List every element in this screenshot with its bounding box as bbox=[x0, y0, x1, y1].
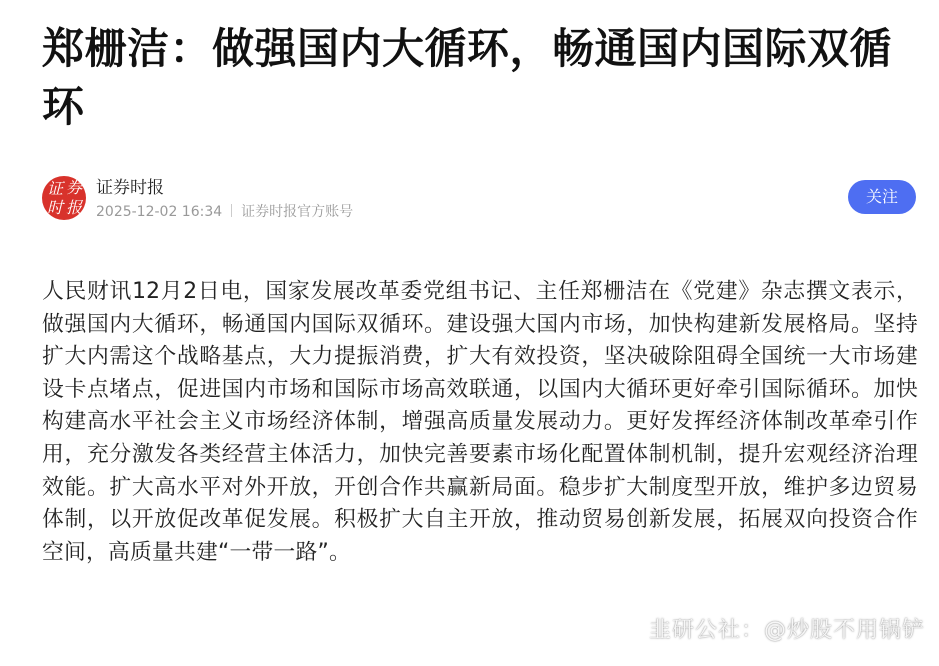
meta-divider bbox=[231, 204, 232, 217]
author-source-label: 证券时报官方账号 bbox=[241, 204, 354, 220]
avatar-char: 时 bbox=[46, 198, 63, 217]
avatar-char: 券 bbox=[65, 178, 82, 197]
avatar-char: 报 bbox=[65, 198, 82, 217]
author-bar bbox=[42, 174, 916, 224]
article-body-paragraph: 人民财讯12月2日电，国家发展改革委党组书记、主任郑栅洁在《党建》杂志撰文表示，做强国内大循环，畅通国内国际双循环。建设强大国内市场，加快构建新发展格局。坚持扩大内需这个战略基点，大力提振消费，扩大有效投资，坚决破除阻碍全国统一大市场建设卡点堵点，促进国内市场和国际市场高效联通，以国内大循环更好牵引国际循环。加快构建高水平社会主义市场经济体制，增强高质量发展动力。更好发挥经济体制改革牵引作用，充分激发各类经营主体活力，加快完善要素市场化配置体制机制，提升宏观经济治理效能。扩大高水平对外开放，开创合作共赢新局面。稳步扩大制度型开放，维护多边贸易体制，以开放促改革促发展。积极扩大自主开放，推动贸易创新发展，拓展双向投资合作空间，高质量共建“一带一路”。 bbox=[42, 279, 918, 565]
follow-button[interactable]: 关注 bbox=[848, 180, 916, 214]
article-meta bbox=[96, 202, 353, 222]
securities-times-logo-icon[interactable] bbox=[42, 176, 86, 220]
publish-timestamp: 2025-12-02 16:34 bbox=[96, 204, 223, 220]
author-name-link[interactable]: 证券时报 bbox=[96, 178, 164, 198]
watermark-text: 韭研公社：@炒股不用锅铲 bbox=[648, 618, 925, 643]
article-title: 郑栅洁：做强国内大循环，畅通国内国际双循环 bbox=[42, 24, 893, 131]
avatar-char: 证 bbox=[46, 179, 63, 198]
